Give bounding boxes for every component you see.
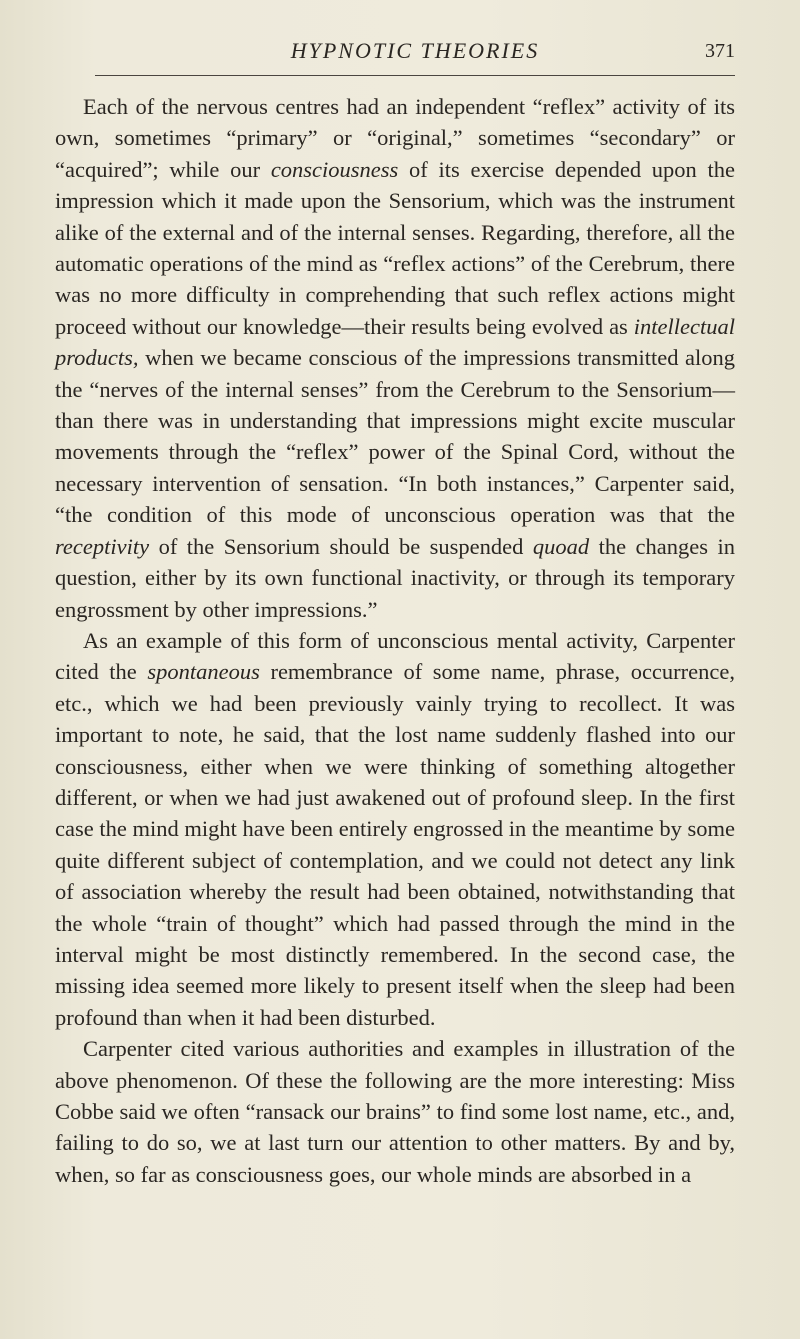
page-header [95, 38, 735, 74]
text-run: of its exercise depended upon the impression which it made upon the Sensorium, which was the instrument alike of the external and of the internal senses. Regarding, therefore, all the automatic operations of the mind as “reflex actions” of the Cerebrum, there was no more difficulty in comprehending that such reflex actions might proceed without our knowledge—their results being evolved as [55, 156, 735, 339]
italic-text: consciousness [270, 156, 399, 182]
page-number: 371 [705, 40, 735, 62]
paragraph [55, 91, 735, 625]
paragraph [55, 625, 735, 1033]
text-run: Carpenter cited various authorities and examples in illustration of the above phenomenon. Of these the following are the more interesting: Miss Cobbe said we often “ransack our brains” to find some lost name, etc., and, failing to do so, we at last turn our attention to other matters. By and by, when, so far as consciousness goes, our whole minds are absorbed in a [55, 1036, 735, 1187]
italic-text: intellectual products, [55, 313, 735, 371]
body-text [55, 91, 735, 1190]
italic-text: spontaneous [147, 659, 260, 685]
header-rule [95, 75, 735, 76]
text-run: when we became conscious of the impressions transmitted along the “nerves of the internal senses” from the Cerebrum to the Sensorium—than there was in understanding that impressions might excite muscular movements through the “reflex” power of the Spinal Cord, without the necessary intervention of sensation. “In both instances,” Carpenter said, “the condition of this mode of unconscious operation was that the [55, 345, 735, 528]
paragraph [55, 1033, 735, 1190]
text-run: As an example of this form of unconscious mental activity, Carpenter cited the [55, 627, 735, 685]
running-head: HYPNOTIC THEORIES [290, 38, 540, 63]
text-run: Each of the nervous centres had an independent “reflex” activity of its own, sometimes “primary” or “original,” sometimes “secondary” or “acquired”; while our [55, 94, 735, 182]
italic-text: quoad [532, 533, 590, 559]
italic-text: receptivity [55, 533, 150, 559]
text-run: remembrance of some name, phrase, occurrence, etc., which we had been previously vainly trying to recollect. It was important to note, he said, that the lost name suddenly flashed into our consciousness, either when we were thinking of something altogether different, or when we had just awakened out of profound sleep. In the first case the mind might have been entirely engrossed in the meantime by some quite different subject of contemplation, and we could not detect any link of association whereby the result had been obtained, notwithstanding that the whole “train of thought” which had passed through the mind in the interval might be most distinctly remembered. In the second case, the missing idea seemed more likely to present itself when the sleep had been profound than when it had been disturbed. [55, 659, 735, 1030]
text-run: the changes in question, either by its own functional inactivity, or through its temporary engrossment by other impressions.” [55, 533, 735, 622]
text-run: of the Sensorium should be suspended [149, 533, 533, 559]
